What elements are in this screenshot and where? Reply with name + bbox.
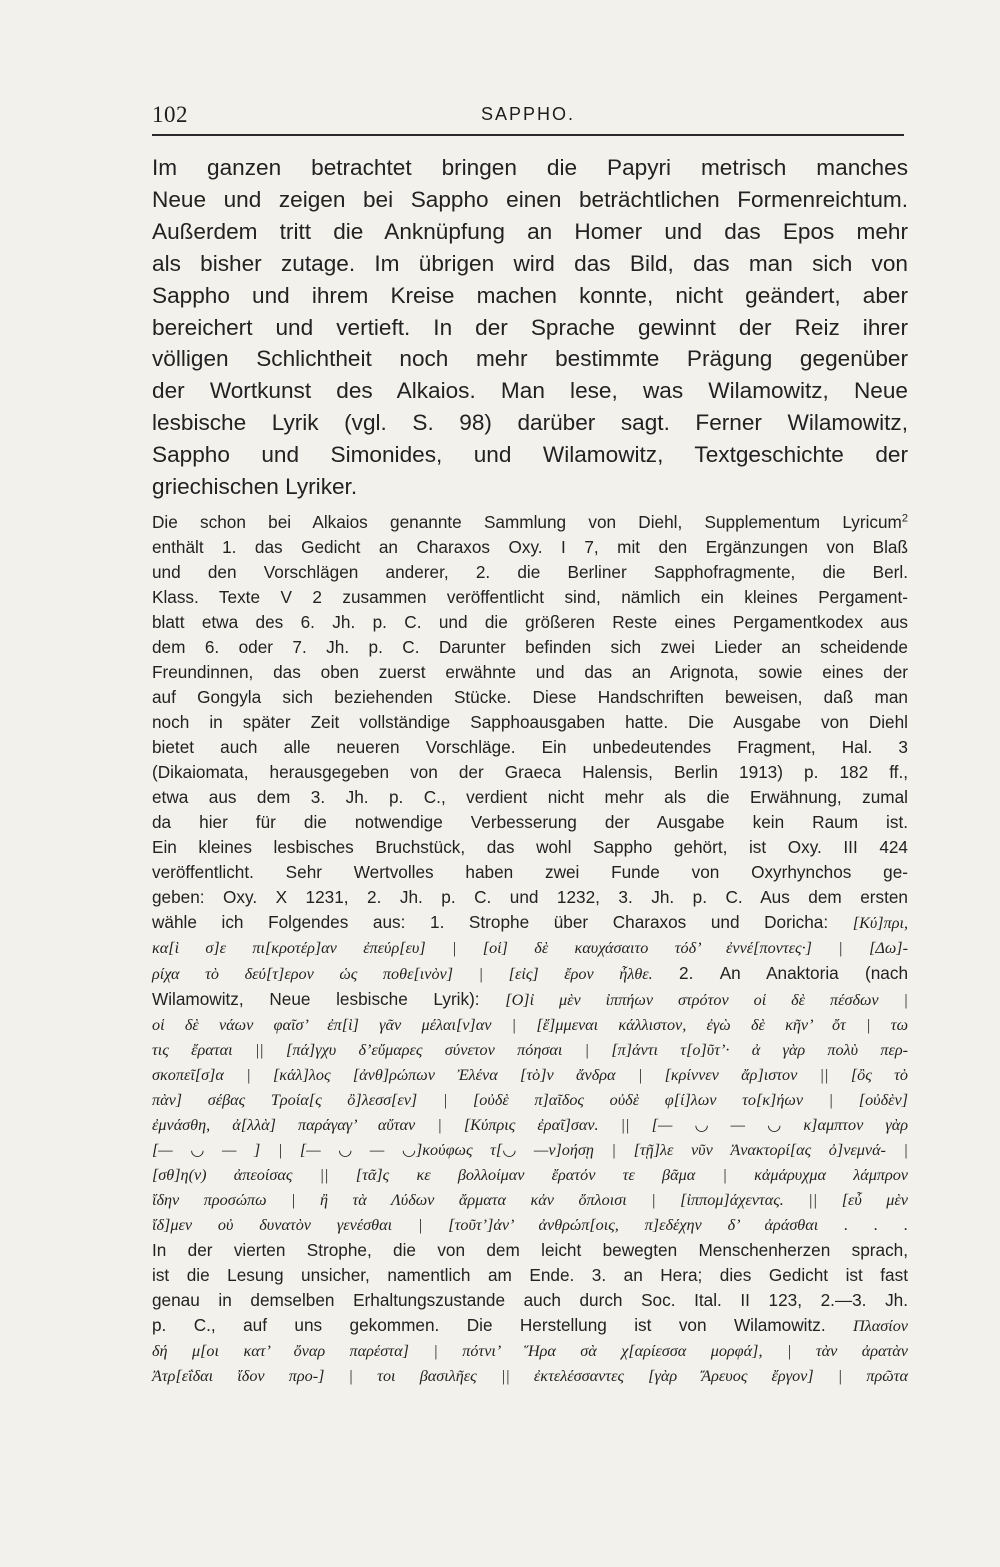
- note-line-text: Wilamowitz, Neue lesbische Lyrik):: [152, 989, 480, 1009]
- running-title: SAPPHO.: [480, 104, 576, 124]
- note-line: da hier für die notwendige Verbesserung der Ausgabe kein Raum ist.: [152, 812, 908, 832]
- note-line: [152, 961, 908, 987]
- greek-quote: [Ο]ἰ μὲν ἰππήων στρότον οἱ δὲ πέσδων |: [505, 991, 909, 1009]
- note-line: [152, 1313, 908, 1339]
- note-line: noch in später Zeit vollständige Sapphoausgaben hatte. Die Ausgabe von Diehl: [152, 712, 908, 732]
- greek-line: [— ◡ — ] | [— ◡ — ◡]κούφως τ[◡ —ν]οήσῃ | [τῇ]λε νῦν Ἀνακτορί[ας ὀ]νεμνά- |: [152, 1141, 908, 1159]
- text-line: als bisher zutage. Im übrigen wird das Bild, das man sich von: [152, 250, 908, 276]
- text-line: der Wortkunst des Alkaios. Man lese, was Wilamowitz, Neue: [152, 378, 908, 404]
- greek-line: ἐμνάσθη, ἀ[λλὰ] παράγαγ’ αὔταν | [Κύπρις ἐραῖ]σαν. || [— ◡ — ◡ κ]αμπτον γὰρ: [152, 1116, 908, 1134]
- greek-line: κα[ὶ σ]ε πι[κροτέρ]αν ἐπεύρ[ευ] | [οἱ] δὲ καυχάσαιτο τόδ’ ἐννέ[ποντες·] | [Δω]-: [152, 939, 908, 957]
- greek-quote: [Κύ]πρι,: [852, 914, 909, 932]
- text-line: völligen Schlichtheit noch mehr bestimmte Prägung gegenüber: [152, 346, 908, 372]
- text-line: Neue und zeigen bei Sappho einen beträchtlichen Formenreichtum.: [152, 186, 908, 212]
- page-number: 102: [152, 102, 188, 127]
- text-line: Sappho und Simonides, und Wilamowitz, Textgeschichte der: [152, 442, 908, 468]
- text-line: lesbische Lyrik (vgl. S. 98) darüber sagt. Ferner Wilamowitz,: [152, 410, 908, 436]
- note-line: bietet auch alle neueren Vorschläge. Ein unbedeutendes Fragment, Hal. 3: [152, 737, 908, 757]
- greek-line: τις ἔραται || [πά]γχυ δ’εὔμαρες σύνετον πόησαι | [π]άντι τ[ο]ῦτ’· ἀ γὰρ πολὺ περ-: [152, 1041, 908, 1059]
- note-line: geben: Oxy. X 1231, 2. Jh. p. C. und 1232, 3. Jh. p. C. Aus dem ersten: [152, 887, 908, 907]
- edition-superscript: 2: [901, 512, 908, 525]
- note-line-text: p. C., auf uns gekommen. Die Herstellung ist von Wilamowitz.: [152, 1315, 826, 1335]
- note-line: Freundinnen, das oben zuerst erwähnte und das an Arignota, sowie eines der: [152, 662, 908, 682]
- note-line: [152, 987, 908, 1013]
- note-line: dem 6. oder 7. Jh. p. C. Darunter befinden sich zwei Lieder an scheidende: [152, 637, 908, 657]
- text-line: bereichert und vertieft. In der Sprache gewinnt der Reiz ihrer: [152, 314, 908, 340]
- greek-line: [σθ]η(ν) ἀπεοίσας || [τᾶ]ς κε βολλοίμαν ἔρατόν τε βᾶμα | κἀμάρυχμα λάμπρον: [152, 1166, 908, 1184]
- note-line: [152, 910, 908, 936]
- note-line: [152, 510, 908, 535]
- greek-quote: ρίχα τὸ δεύ[τ]ερον ὡς ποθε[ινὸν] | [εἰς] ἔρον ἦλθε.: [152, 965, 653, 983]
- note-line: genau in demselben Erhaltungszustande auch durch Soc. Ital. II 123, 2.—3. Jh.: [152, 1290, 908, 1310]
- greek-line: πὰν] σέβας Τροία[ς ὂ]λεσσ[εν] | [οὐδὲ π]αῖδος οὐδὲ φ[ί]λων το[κ]ήων | [οὐδὲν]: [152, 1091, 908, 1109]
- page-header: [152, 100, 904, 136]
- note-line: etwa aus dem 3. Jh. p. C., verdient nicht mehr als die Erwähnung, zumal: [152, 787, 908, 807]
- note-line: enthält 1. das Gedicht an Charaxos Oxy. I 7, mit den Ergänzungen von Blaß: [152, 537, 908, 557]
- notes-paragraph: [152, 510, 908, 1389]
- note-line: Ein kleines lesbisches Bruchstück, das wohl Sappho gehört, ist Oxy. III 424: [152, 837, 908, 857]
- text-line: Außerdem tritt die Anknüpfung an Homer und das Epos mehr: [152, 218, 908, 244]
- greek-line: σκοπεῖ[σ]α | [κάλ]λος [ἀνθ]ρώπων Ἐλένα [τὸ]ν ἄνδρα | [κρίννεν ἄρ]ιστον || [ὂς τὸ: [152, 1066, 908, 1084]
- note-line: veröffentlicht. Sehr Wertvolles haben zwei Funde von Oxyrhynchos ge-: [152, 862, 908, 882]
- greek-quote: Πλασίον: [853, 1317, 908, 1335]
- text-line: griechischen Lyriker.: [152, 474, 358, 500]
- note-line: blatt etwa des 6. Jh. p. C. und die größeren Reste eines Pergamentkodex aus: [152, 612, 908, 632]
- greek-line: ἴδ]μεν οὐ δυνατὸν γενέσθαι | [τοῦτ’]ἀν’ ἀνθρώπ[οις, π]εδέχην δ’ ἀράσθαι . . .: [152, 1216, 908, 1234]
- note-line: ist die Lesung unsicher, namentlich am Ende. 3. an Hera; dies Gedicht ist fast: [152, 1265, 908, 1285]
- text-line: Sappho und ihrem Kreise machen konnte, nicht geändert, aber: [152, 282, 908, 308]
- note-line: und den Vorschlägen anderer, 2. die Berliner Sapphofragmente, die Berl.: [152, 562, 908, 582]
- greek-line: οἱ δὲ νάων φαῖσ’ ἐπ[ὶ] γᾶν μέλαι[ν]αν | [ἔ]μμεναι κάλλιστον, ἐγὼ δὲ κῆν’ ὄτ | τω: [152, 1016, 908, 1034]
- text-line: Im ganzen betrachtet bringen die Papyri metrisch manches: [152, 155, 908, 180]
- note-line-text: wähle ich Folgendes aus: 1. Strophe über Charaxos und Doricha:: [152, 912, 829, 932]
- greek-line: Ἀτρ[εΐδαι ἴδον προ-] | τοι βασιλῆες || ἐκτελέσσαντες [γὰρ Ἄρευος ἔργον] | πρῶτα: [152, 1367, 908, 1385]
- main-paragraph: [152, 152, 908, 503]
- note-line: (Dikaiomata, herausgegeben von der Graeca Halensis, Berlin 1913) p. 182 ff.,: [152, 762, 908, 782]
- greek-line: δή μ[οι κατ’ ὄναρ παρέστα] | πότνι’ Ἥρα σὰ χ[αρίεσσα μορφά], | τὰν ἀρατὰν: [152, 1342, 908, 1360]
- note-line-text: Die schon bei Alkaios genannte Sammlung von Diehl, Supplementum Lyricum: [152, 512, 902, 532]
- note-line: In der vierten Strophe, die von dem leicht bewegten Menschenherzen sprach,: [152, 1240, 908, 1260]
- note-line: auf Gongyla sich beziehenden Stücke. Diese Handschriften beweisen, daß man: [152, 687, 908, 707]
- greek-line: ἴδην προσώπω | ἢ τὰ Λύδων ἄρματα κἀν ὄπλοισι | [ἰππομ]άχεντας. || [εὖ μὲν: [152, 1191, 908, 1209]
- note-line-text: 2. An Anaktoria (nach: [679, 963, 909, 983]
- note-line: Klass. Texte V 2 zusammen veröffentlicht sind, nämlich ein kleines Pergament-: [152, 587, 908, 607]
